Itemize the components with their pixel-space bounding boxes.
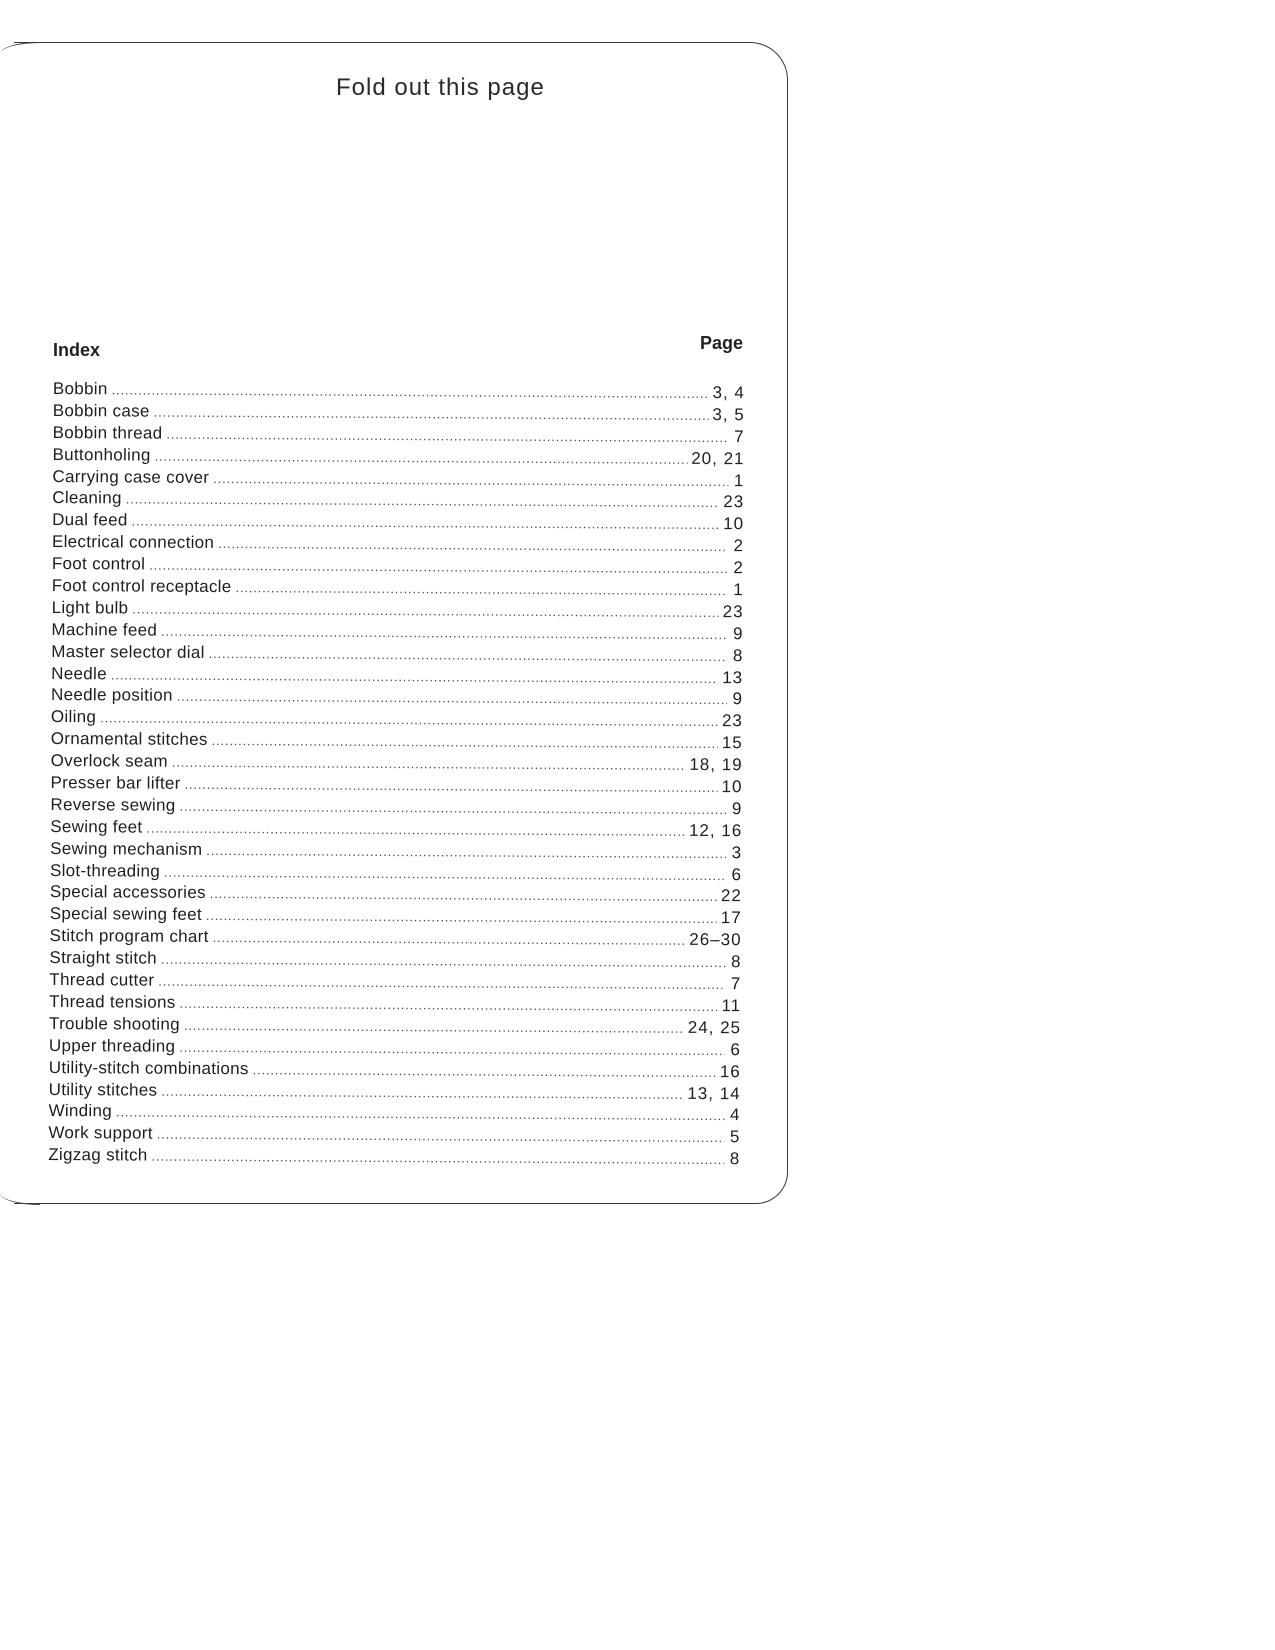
index-list	[48, 378, 745, 1170]
index-entry	[53, 422, 745, 448]
index-page-number: 2	[733, 558, 744, 578]
dot-leader	[212, 730, 718, 755]
index-entry	[51, 641, 743, 667]
index-term: Sewing mechanism	[50, 838, 203, 859]
index-entry	[48, 1144, 740, 1170]
fold-out-title: Fold out this page	[336, 74, 545, 101]
index-term: Carrying case cover	[52, 466, 210, 487]
index-page-number: 20, 21	[691, 448, 745, 468]
index-page-number: 13, 14	[687, 1083, 741, 1103]
index-page-number: 22	[720, 886, 742, 906]
index-heading: Index	[53, 340, 101, 360]
index-term: Overlock seam	[50, 751, 168, 771]
dot-leader	[253, 1059, 716, 1084]
index-term: Foot control	[51, 554, 146, 574]
index-term: Thread cutter	[49, 970, 155, 990]
dot-leader	[161, 1080, 683, 1105]
index-term: Slot-threading	[49, 860, 161, 881]
index-entry	[52, 575, 744, 601]
index-page-number: 9	[732, 623, 744, 644]
index-term: Utility stitches	[48, 1079, 158, 1100]
index-page-number: 17	[720, 908, 742, 928]
index-term: Thread tensions	[49, 991, 176, 1012]
dot-leader	[213, 468, 728, 493]
index-term: Zigzag stitch	[48, 1145, 148, 1165]
index-page-number: 26–30	[689, 930, 742, 950]
index-term: Trouble shooting	[48, 1013, 180, 1034]
index-term: Machine feed	[51, 619, 158, 640]
index-term: Oiling	[50, 707, 97, 727]
index-term: Master selector dial	[51, 641, 205, 662]
index-term: Buttonholing	[52, 444, 151, 465]
index-term: Electrical connection	[51, 532, 215, 553]
dot-leader	[172, 752, 686, 777]
index-term: Straight stitch	[49, 948, 158, 968]
index-entry	[52, 531, 744, 557]
dot-leader	[152, 1146, 725, 1171]
index-term: Ornamental stitches	[50, 729, 208, 750]
index-page-number: 8	[729, 1149, 741, 1169]
index-term: Bobbin	[52, 378, 108, 399]
index-page-number: 10	[723, 514, 745, 534]
index-term: Cleaning	[52, 488, 122, 508]
index-term: Reverse sewing	[50, 794, 176, 815]
index-entry	[50, 794, 742, 820]
index-term: Upper threading	[48, 1035, 176, 1056]
dot-leader	[206, 905, 717, 930]
index-page-number: 8	[732, 645, 744, 665]
index-page-number: 23	[723, 492, 745, 512]
dot-leader	[206, 840, 726, 865]
index-page-number: 7	[734, 426, 745, 447]
index-page-number: 15	[721, 733, 743, 753]
dot-leader	[235, 577, 727, 602]
index-term: Light bulb	[51, 597, 129, 618]
dot-leader	[185, 774, 718, 799]
dot-leader	[213, 927, 686, 952]
index-page-number: 2	[733, 536, 745, 556]
index-term: Winding	[48, 1101, 113, 1121]
page-column-heading: Page	[699, 333, 743, 353]
dot-leader	[184, 1015, 684, 1040]
index-page-number: 4	[729, 1105, 741, 1125]
index-entry	[49, 1078, 741, 1104]
index-page-number: 7	[730, 974, 742, 994]
index-term: Needle position	[51, 685, 173, 706]
index-term: Stitch program chart	[49, 926, 209, 947]
index-page-number: 1	[733, 470, 745, 490]
dot-leader	[155, 445, 688, 470]
index-entry	[48, 1122, 740, 1148]
dot-leader	[210, 883, 717, 908]
index-entry	[53, 378, 745, 404]
index-page-number: 12, 16	[688, 820, 743, 841]
index-page-number: 6	[731, 864, 743, 884]
index-entry	[51, 684, 743, 710]
dot-leader	[218, 533, 728, 558]
dot-leader	[209, 643, 728, 668]
index-page-number: 3, 5	[712, 404, 745, 425]
index-term: Sewing feet	[50, 816, 143, 837]
index-page-number: 3	[731, 842, 743, 862]
index-page-number: 9	[732, 689, 744, 709]
index-page-number: 11	[721, 996, 742, 1016]
index-term: Foot control receptacle	[51, 576, 232, 597]
index-page-number: 9	[731, 799, 743, 819]
index-page-number: 23	[722, 602, 744, 622]
index-page-number: 10	[721, 777, 743, 797]
index-term: Special accessories	[49, 882, 206, 903]
index-page-number: 3, 4	[712, 383, 745, 403]
index-page-number: 8	[730, 952, 742, 972]
index-page-number: 5	[729, 1127, 741, 1147]
index-term: Special sewing feet	[49, 904, 202, 925]
index-entry	[52, 487, 744, 513]
index-page-number: 16	[719, 1061, 741, 1081]
index-page-number: 13	[722, 667, 744, 687]
index-page-number: 18, 19	[689, 755, 743, 775]
index-term: Presser bar lifter	[50, 773, 181, 793]
index-term: Needle	[51, 663, 107, 683]
index-page-number: 23	[721, 711, 743, 731]
index-term: Bobbin thread	[52, 422, 163, 443]
index-entry	[52, 466, 744, 492]
index-term: Dual feed	[52, 510, 128, 530]
index-term: Bobbin case	[52, 400, 150, 421]
index-term: Work support	[48, 1123, 153, 1143]
index-page-number: 1	[733, 580, 744, 600]
index-page-number: 24, 25	[687, 1017, 742, 1038]
index-term: Utility-stitch combinations	[48, 1057, 249, 1078]
index-page-number: 6	[730, 1039, 741, 1059]
